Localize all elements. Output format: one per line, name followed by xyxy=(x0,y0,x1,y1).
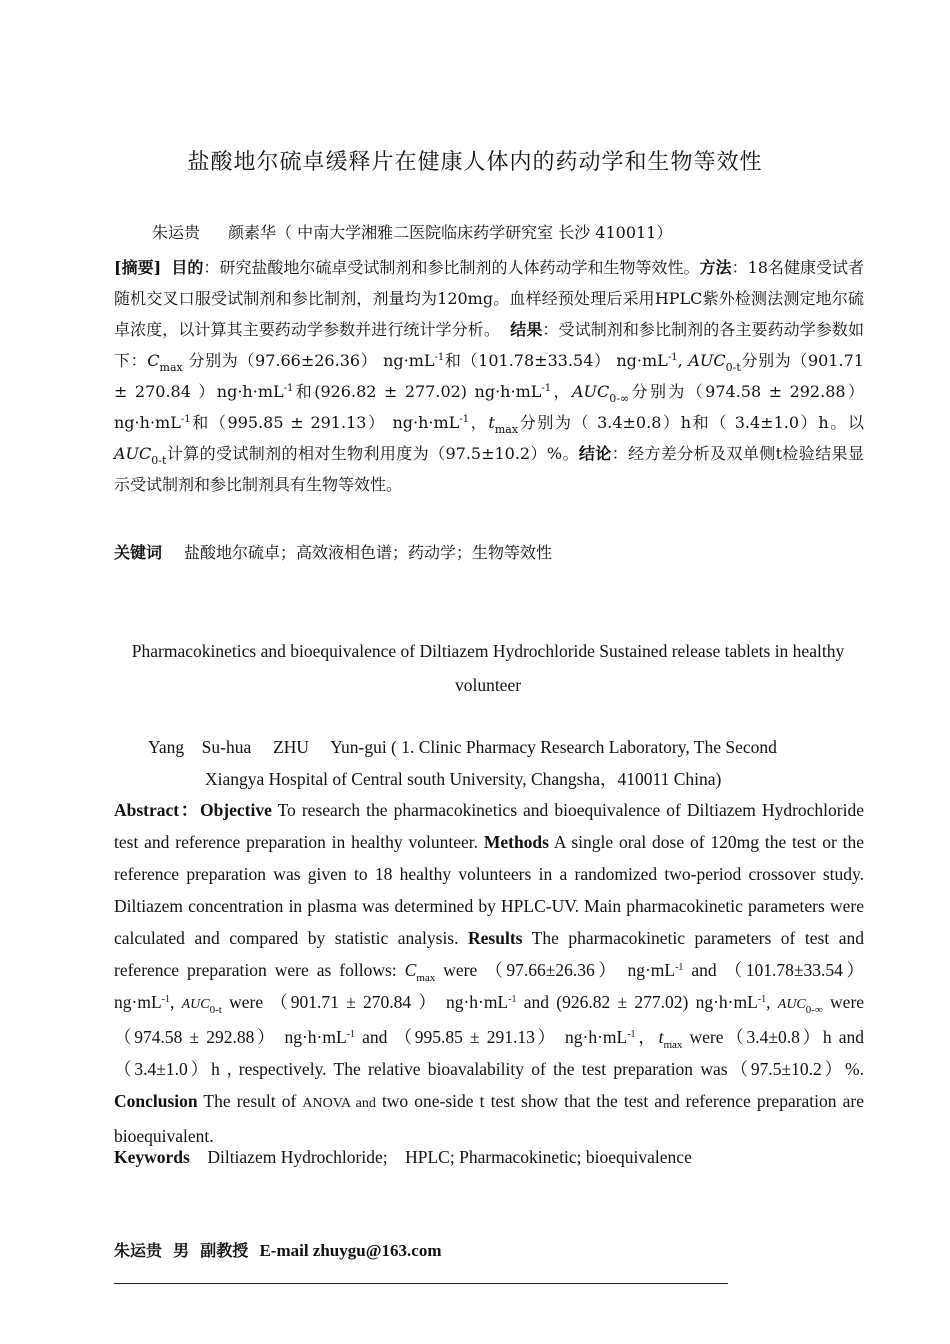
auc-0inf-subscript: 0-∞ xyxy=(805,1004,823,1016)
cmax-values: 分别为（97.66±26.36） ng·mL xyxy=(182,351,435,370)
author-1: 朱运贵 xyxy=(152,223,201,242)
unit-superscript: -1 xyxy=(627,1029,636,1040)
results-label: 结果 xyxy=(510,320,543,339)
footnote-rule xyxy=(114,1283,728,1284)
english-keywords xyxy=(114,1147,692,1168)
chinese-title: 盐酸地尔硫卓缓释片在健康人体内的药动学和生物等效性 xyxy=(187,150,763,175)
methods-text: A single oral dose of 120mg the test or the reference preparation was given to 18 healthy volunteers in a randomized two-period crossover study. Diltiazem concentration in plasma was determined by HPLC-UV. Main pharmacokinetic parameters were calculated and compared by statistic analysis. xyxy=(114,832,864,948)
chinese-keywords xyxy=(114,540,552,563)
cmax-values: were （97.66±26.36） ng·mL xyxy=(435,960,676,980)
auc-0t-values: were （901.71 ± 270.84 ） ng·h·mL xyxy=(221,992,509,1012)
keywords-text: Diltiazem Hydrochloride; HPLC; Pharmacokinetic; bioequivalence xyxy=(207,1147,692,1167)
keywords-label: Keywords xyxy=(114,1147,190,1167)
english-authors xyxy=(148,731,848,795)
cmax-values-ref: 和（101.78±33.54） ng·mL xyxy=(444,351,668,370)
unit-superscript: -1 xyxy=(283,383,294,394)
abstract-label: [摘要] xyxy=(114,258,162,277)
separator: , xyxy=(766,992,778,1012)
objective-text: To research the pharmacokinetics and bioequivalence of Diltiazem Hydrochloride test and reference preparation in healthy volunteer. xyxy=(114,800,865,852)
english-abstract xyxy=(114,794,864,1152)
conclusion-label: Conclusion xyxy=(114,1091,198,1111)
tmax-symbol: t xyxy=(488,413,495,432)
english-title: Pharmacokinetics and bioequivalence of Diltiazem Hydrochloride Sustained release tablets in healthy volunteer xyxy=(131,641,845,695)
results-intro: The pharmacokinetic parameters of test and reference preparation were as follows: xyxy=(114,928,864,980)
auc-symbol: AUC xyxy=(777,997,806,1012)
objective-label: 目的 xyxy=(171,258,204,277)
tmax-subscript: max xyxy=(663,1039,683,1051)
conclusion-text: ：经方差分析及双单侧t检验结果显示受试制剂和参比制剂具有生物等效性。 xyxy=(114,444,864,494)
separator: , xyxy=(677,351,689,370)
author-2-affiliation: 颜素华（ 中南大学湘雅二医院临床药学研究室 长沙 410011） xyxy=(228,223,673,242)
auc-0inf-values: were（974.58 ± 292.88） ng·h·mL xyxy=(114,992,865,1047)
cmax-symbol: C xyxy=(404,960,417,980)
auc-0t-values: 分别为（901.71 ± 270.84 ）ng·h·mL xyxy=(114,351,864,401)
unit-superscript: -1 xyxy=(180,414,191,425)
auc-symbol: AUC xyxy=(688,351,726,370)
unit-superscript: -1 xyxy=(434,352,445,363)
abstract-label: Abstract xyxy=(114,800,180,820)
separator: ， xyxy=(469,413,489,432)
results-intro: ：受试制剂和参比制剂的各主要药动学参数如下： xyxy=(114,320,864,370)
objective-label: Objective xyxy=(199,800,272,820)
unit-superscript: -1 xyxy=(459,414,470,425)
tmax-values: were（3.4±0.8）h and （3.4±1.0）h , respectively. The relative bioavalability of the test preparation was（97.5±10.2）%. xyxy=(114,1027,864,1079)
auc-symbol: AUC xyxy=(181,997,210,1012)
auc-0t-values-ref: 和(926.82 ± 277.02) ng·h·mL xyxy=(293,382,542,401)
footnote-author-info: 朱运贵 男 副教授 xyxy=(114,1241,249,1260)
unit-superscript: -1 xyxy=(541,383,552,394)
auc-0inf-values-ref: 和（995.85 ± 291.13） ng·h·mL xyxy=(190,413,460,432)
methods-label: 方法 xyxy=(699,258,732,277)
objective-text: ：研究盐酸地尔硫卓受试制剂和参比制剂的人体药动学和生物等效性。 xyxy=(203,258,700,277)
auc-0t-subscript: 0-t xyxy=(209,1004,222,1016)
chinese-authors xyxy=(152,220,672,243)
auc-0t-subscript: 0-t xyxy=(151,454,167,467)
separator: ， xyxy=(635,1027,659,1047)
unit-superscript: -1 xyxy=(667,352,678,363)
separator: ， xyxy=(551,382,572,401)
relative-bioavailability: 计算的受试制剂的相对生物利用度为（97.5±10.2）%。 xyxy=(166,444,579,463)
auc-0inf-values-ref: and （995.85 ± 291.13） ng·h·mL xyxy=(355,1027,628,1047)
unit-superscript: -1 xyxy=(161,994,170,1005)
conclusion-text: two one-side t test show that the test and reference preparation are bioequivalent. xyxy=(114,1091,864,1146)
methods-label: Methods xyxy=(483,832,549,852)
authors-line-1: Yang Su-hua ZHU Yun-gui ( 1. Clinic Pharmacy Research Laboratory, The Second xyxy=(148,737,777,757)
unit-superscript: -1 xyxy=(757,994,767,1005)
tmax-values: 分别为（ 3.4±0.8）h和（ 3.4±1.0）h。以 xyxy=(518,413,864,432)
keywords-text: 盐酸地尔硫卓；高效液相色谱；药动学；生物等效性 xyxy=(184,543,553,562)
conclusion-label: 结论 xyxy=(578,444,612,463)
cmax-symbol: C xyxy=(147,351,160,370)
authors-line-2: Xiangya Hospital of Central south University, Changsha，410011 China) xyxy=(205,769,722,789)
auc-symbol: AUC xyxy=(571,382,610,401)
keywords-label: 关键词 xyxy=(114,543,163,562)
separator: , xyxy=(169,992,182,1012)
footnote-email: E-mail zhuygu@163.com xyxy=(259,1241,442,1260)
auc-0t-subscript: 0-t xyxy=(725,361,741,374)
tmax-subscript: max xyxy=(494,423,519,436)
cmax-subscript: max xyxy=(416,972,436,984)
auc-0inf-values: 分别为（974.58 ± 292.88） ng·h·mL xyxy=(114,382,864,432)
methods-text: ：18名健康受试者随机交叉口服受试制剂和参比制剂，剂量均为120mg。血样经预处理后采用HPLC紫外检测法测定地尔硫卓浓度，以计算其主要药动学参数并进行统计学分析。 xyxy=(114,258,864,339)
anova-label: ANOVA and xyxy=(302,1096,376,1111)
unit-superscript: -1 xyxy=(675,962,684,973)
auc-0t-values-ref: and (926.82 ± 277.02) ng·h·mL xyxy=(516,992,758,1012)
conclusion-lead: The result of xyxy=(197,1091,303,1111)
author-footnote xyxy=(114,1238,441,1261)
cmax-subscript: max xyxy=(159,361,183,374)
unit-superscript: -1 xyxy=(508,994,517,1005)
chinese-abstract xyxy=(114,252,864,500)
cmax-values-ref: and （101.78±33.54） ng·mL xyxy=(114,960,864,1012)
tmax-symbol: t xyxy=(658,1027,664,1047)
auc-0inf-subscript: 0-∞ xyxy=(609,392,630,405)
results-label: Results xyxy=(468,928,523,948)
abstract-colon: ： xyxy=(179,800,200,820)
auc-symbol: AUC xyxy=(114,444,152,463)
unit-superscript: -1 xyxy=(346,1029,356,1040)
